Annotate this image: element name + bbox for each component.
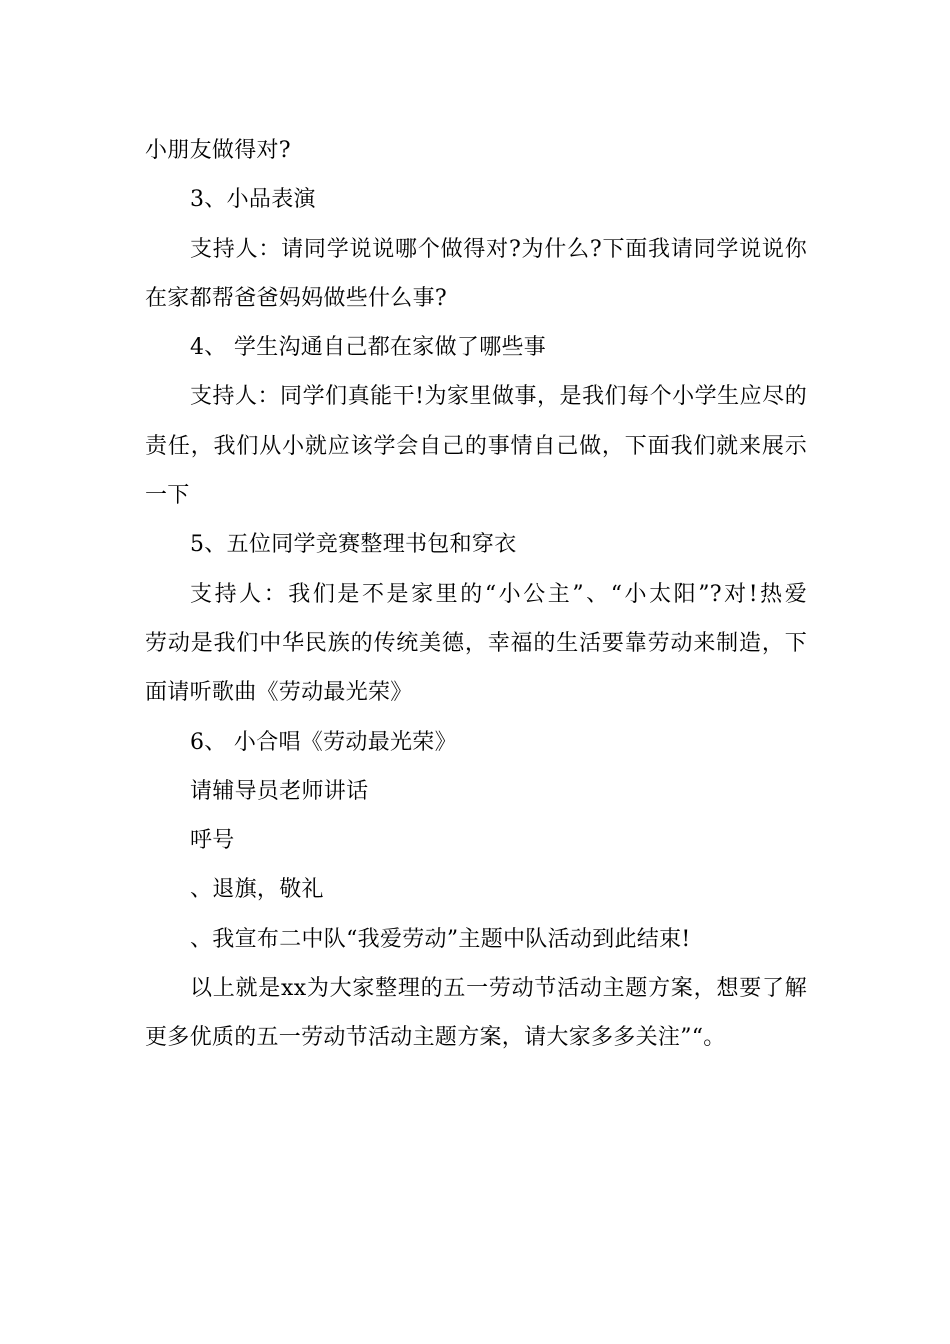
paragraph-line: 支持人：请同学说说哪个做得对?为什么?下面我请同学说说你	[190, 236, 807, 262]
paragraph-line: 请辅导员老师讲话	[190, 778, 369, 804]
paragraph-line: 、退旗，敬礼	[190, 877, 324, 903]
section-heading-5: 5、五位同学竞赛整理书包和穿衣	[190, 532, 517, 558]
section-heading-4: 4、 学生沟通自己都在家做了哪些事	[190, 335, 547, 361]
paragraph-line: 支持人：我们是不是家里的“小公主”、“小太阳”?对!热爱	[190, 581, 807, 607]
paragraph-line: 责任，我们从小就应该学会自己的事情自己做，下面我们就来展示	[145, 433, 807, 459]
document-body	[145, 126, 807, 1063]
section-heading-3: 3、小品表演	[190, 187, 316, 213]
paragraph-line: 以上就是xx为大家整理的五一劳动节活动主题方案，想要了解	[190, 976, 807, 1002]
paragraph-line: 在家都帮爸爸妈妈做些什么事?	[145, 285, 447, 311]
paragraph-line: 呼号	[190, 828, 235, 854]
paragraph-line: 、我宣布二中队“我爱劳动”主题中队活动到此结束!	[190, 926, 691, 952]
paragraph-line: 更多优质的五一劳动节活动主题方案，请大家多多关注”“。	[145, 1025, 726, 1051]
paragraph-line: 面请听歌曲《劳动最光荣》	[145, 680, 413, 706]
paragraph-line: 一下	[145, 483, 190, 509]
paragraph-line: 支持人：同学们真能干!为家里做事，是我们每个小学生应尽的	[190, 384, 807, 410]
paragraph-line: 劳动是我们中华民族的传统美德，幸福的生活要靠劳动来制造，下	[145, 630, 807, 656]
section-heading-6: 6、 小合唱《劳动最光荣》	[190, 729, 457, 755]
paragraph-line: 小朋友做得对?	[145, 138, 291, 163]
